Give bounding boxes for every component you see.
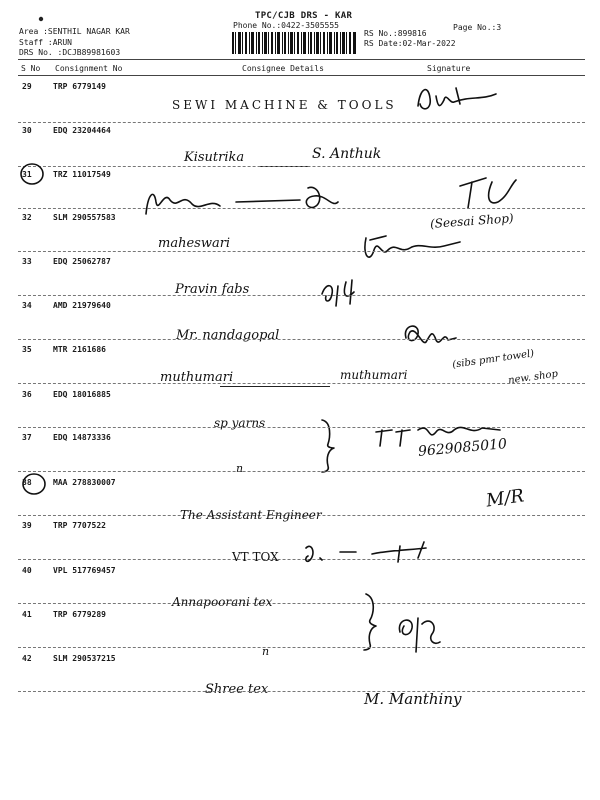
- consignee-handwriting: maheswari: [158, 236, 231, 251]
- row-sno: 32: [22, 213, 32, 222]
- row-consignment: SLM 290537215: [53, 654, 116, 663]
- row-divider: [18, 383, 585, 384]
- row-sno: 37: [22, 433, 32, 442]
- signature-scribble: [300, 540, 440, 570]
- header-rule-bottom: [18, 75, 585, 76]
- row-sno: 30: [22, 126, 32, 135]
- drs-number: DRS No. :DCJB89981603: [19, 48, 121, 57]
- consignee-handwriting: SEWI MACHINE & TOOLS: [172, 98, 397, 112]
- barcode-image: [232, 32, 356, 54]
- handwritten-dash: [220, 386, 330, 387]
- row-consignment: MTR 2161686: [53, 345, 106, 354]
- row-divider: [18, 647, 585, 648]
- signature-scribble: [392, 612, 452, 662]
- row-sno: 42: [22, 654, 32, 663]
- row-sno: 40: [22, 566, 32, 575]
- row-divider: [18, 471, 585, 472]
- row-consignment: TRP 6779149: [53, 82, 106, 91]
- brace-mark: [360, 592, 384, 652]
- col-sno-header: S No: [21, 64, 41, 73]
- row-consignment: EDQ 14873336: [53, 433, 111, 442]
- rs-number: RS No.:899816: [364, 29, 427, 38]
- consignee-handwriting: sp yarns: [214, 416, 266, 430]
- row-sno: 38: [22, 478, 32, 487]
- area-field: Area :SENTHIL NAGAR KAR: [19, 27, 130, 36]
- row-consignment: SLM 290557583: [53, 213, 116, 222]
- consignee-handwriting: M/R: [484, 485, 526, 512]
- row-divider: [18, 208, 585, 209]
- signature-scribble: [140, 180, 360, 220]
- signature-scribble: [396, 318, 476, 352]
- row-sno: 35: [22, 345, 32, 354]
- row-consignment: EDQ 18016885: [53, 390, 111, 399]
- report-title: TPC/CJB DRS - KAR: [255, 11, 353, 21]
- consignee-handwriting: Annapoorani tex: [172, 595, 273, 609]
- row-sno: 39: [22, 521, 32, 530]
- row-sno: 41: [22, 610, 32, 619]
- ditto-mark: n: [262, 645, 270, 658]
- consignee-handwriting: S. Anthuk: [312, 146, 382, 162]
- consignee-handwriting: (Seesai Shop): [429, 211, 514, 231]
- col-signature-header: Signature: [427, 64, 471, 73]
- row-divider: [18, 251, 585, 252]
- page-number: Page No.:3: [453, 23, 502, 32]
- row-sno: 33: [22, 257, 32, 266]
- row-consignment: TRP 6779289: [53, 610, 106, 619]
- row-consignment: AMD 21979640: [53, 301, 111, 310]
- consignee-handwriting: muthumari: [340, 368, 408, 382]
- signature-handwriting: M. Manthiny: [364, 690, 462, 708]
- consignee-handwriting: Shree tex: [205, 682, 269, 697]
- consignee-handwriting: VT TOX: [232, 550, 279, 564]
- header-rule-top: [18, 59, 585, 60]
- signature-scribble: [316, 276, 370, 310]
- header-mark-icon: [38, 16, 44, 22]
- row-sno: 34: [22, 301, 32, 310]
- signature-scribble: [410, 78, 520, 114]
- row-consignment: TRP 7707522: [53, 521, 106, 530]
- staff-field: Staff :ARUN: [19, 38, 72, 47]
- consignee-handwriting: (sibs pmr towel): [451, 348, 535, 371]
- row-divider: [18, 691, 585, 692]
- consignee-handwriting: muthumari: [160, 370, 234, 385]
- row-divider: [18, 603, 585, 604]
- row-sno: 29: [22, 82, 32, 91]
- consignee-handwriting: Mr. nandagopal: [176, 328, 280, 343]
- ditto-mark: n: [236, 462, 244, 475]
- row-consignment: VPL 517769457: [53, 566, 116, 575]
- row-consignment: TRZ 11017549: [53, 170, 111, 179]
- col-consignment-header: Consignment No: [55, 64, 123, 73]
- row-sno: 36: [22, 390, 32, 399]
- consignee-handwriting: The Assistant Engineer: [180, 508, 322, 522]
- row-divider: [18, 122, 585, 123]
- phone-number: Phone No.:0422-3505555: [233, 21, 339, 30]
- consignee-handwriting: Pravin fabs: [175, 282, 250, 297]
- row-divider: [18, 295, 585, 296]
- row-sno: 31: [22, 170, 32, 179]
- row-consignment: EDQ 25062787: [53, 257, 111, 266]
- row-consignment: EDQ 23204464: [53, 126, 111, 135]
- row-divider: [18, 339, 585, 340]
- col-consignee-header: Consignee Details: [242, 64, 324, 73]
- rs-date: RS Date:02-Mar-2022: [364, 39, 456, 48]
- row-consignment: MAA 278830007: [53, 478, 116, 487]
- row-divider: [18, 166, 585, 167]
- signature-scribble: [360, 228, 470, 268]
- consignee-handwriting: new. shop: [507, 368, 559, 387]
- phone-handwriting: 9629085010: [417, 436, 508, 460]
- consignee-handwriting: Kisutrika: [184, 150, 245, 165]
- signature-scribble: [456, 172, 536, 212]
